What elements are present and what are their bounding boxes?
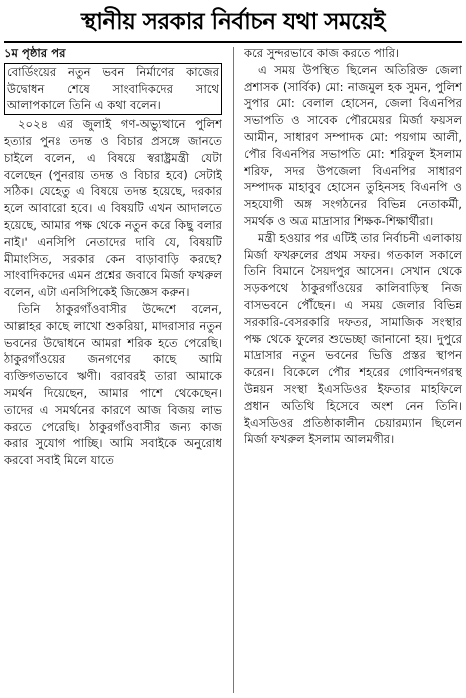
article-paragraph: বোর্ডিংয়ের নতুন ভবন নির্মাণের কাজের উদ্বোধন শেষে সাংবাদিকদের সাথে আলাপকালে তিনি এ কথা বলেন।	[4, 63, 222, 115]
article-column-right	[244, 45, 462, 695]
continued-from-label: ১ম পৃষ্ঠার পর	[4, 46, 66, 60]
article-column-left	[4, 45, 222, 695]
article-paragraph: এ সময় উপস্থিত ছিলেন অতিরিক্ত জেলা প্রশাসক (সার্বিক) মো: নাজমুল হক সুমন, পুলিশ সুপার মো: বেলাল হোসেন, জেলা বিএনপির সভাপতি ও সাবেক পৌরমেয়র মির্জা ফয়সল আমীন, সাধারণ সম্পাদক মো: পয়গাম আলী, পৌর বিএনপির সভাপতি মো: শরিফুল ইসলাম শরিফ, সদর উপজেলা বিএনপির সাধারণ সম্পাদক মাহাবুব হোসেন তুহিনসহ বিএনপি ও সহযোগী অঙ্গ সংগঠনের বিভিন্ন নেতাকর্মী, সমর্থক ও অত্র মাদ্রাসার শিক্ষক-শিক্ষার্থীরা।	[244, 62, 462, 228]
headline: স্থানীয় সরকার নির্বাচন যথা সময়েই	[81, 9, 385, 35]
article-paragraph: করে সুন্দরভাবে কাজ করতে পারি।	[244, 46, 400, 60]
article-paragraph: ২০২৪ এর জুলাই গণ-অভ্যুত্থানে পুলিশ হত্যার পুনঃ তদন্ত ও বিচার প্রসঙ্গে জানতে চাইলে বলেন, এ বিষয়ে স্বরাষ্ট্রমন্ত্রী যেটা বলেছেন (পুনরায় তদন্ত ও বিচার হবে) সেটাই সঠিক। যেহেতু এ বিষয়ে তদন্ত হয়েছে, দরকার হলে আবারো হবে। এ বিষয়টি এখন আদালতে হয়েছে, আমার পক্ষ থেকে নতুন করে কিছু বলার নাই।' এনসিপি নেতাদের দাবি যে, বিষয়টি মীমাংসিত, সরকার কেন বাড়াবাড়ি করছে? সাংবাদিকদের এমন প্রশ্নের জবাবে মির্জা ফখরুল বলেন, এটা এনসিপিকেই জিজ্ঞেস করুন।	[4, 117, 222, 300]
article-paragraph: মন্ত্রী হওয়ার পর এটিই তার নির্বাচনী এলাকায় মির্জা ফখরুলের প্রথম সফর। গতকাল সকালে তিনি বিমানে সৈয়দপুর আসেন। সেখান থেকে সড়কপথে ঠাকুরগাঁওয়ের কালিবাড়িস্থ নিজ বাসভবনে পৌঁছেন। এ সময় জেলার বিভিন্ন সরকারি-বেসরকারি দফতর, সামাজিক সংস্থার পক্ষ থেকে ফুলের শুভেচ্ছা জানানো হয়। দুপুরে মাদ্রাসার নতুন ভবনের ভিত্তি প্রস্তর স্থাপন করেন। বিকেলে পৌর শহরের গোবিন্দনগরস্থ উন্নয়ন সংস্থা ইএসডিওর ইফতার মাহফিলে প্রধান অতিথি হিসেবে অংশ নেন তিনি। ইএসডিওর প্রতিষ্ঠাকালীন চেয়ারম্যান ছিলেন মির্জা ফখরুল ইসলাম আলমগীর।	[244, 230, 462, 447]
column-divider	[233, 47, 234, 693]
headline-rule	[4, 41, 462, 43]
article-paragraph: তিনি ঠাকুরগাঁওবাসীর উদ্দেশে বলেন, আল্লাহর কাছে লাখো শুকরিয়া, মাদরাসার নতুন ভবনের উদ্বোধনে আমরা শরিক হতে পেরেছি। ঠাকুরগাঁওয়ের জনগণের কাছে আমি ব্যক্তিগতভাবে ঋণী। বরাবরই তারা আমাকে সমর্থন দিয়েছেন, আমার পাশে থেকেছেন। তাদের এ সমর্থনের কারণে আজ বিজয় লাভ করতে পেরেছি। ঠাকুরগাঁওবাসীর জন্য কাজ করার সুযোগ পাচ্ছি। আমি সবাইকে অনুরোধ করবো সবাই মিলে যাতে	[4, 301, 222, 468]
